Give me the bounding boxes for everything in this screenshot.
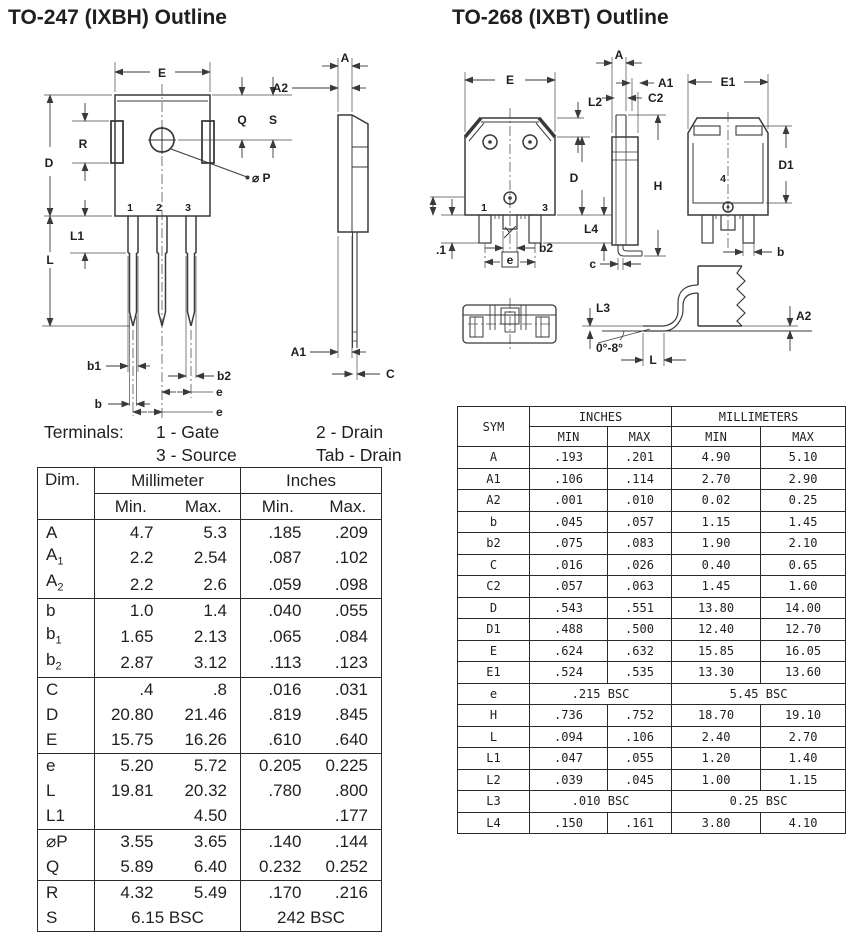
value-cell: .185 xyxy=(241,520,315,546)
value-cell: 4.7 xyxy=(95,520,167,546)
table-row xyxy=(458,447,846,469)
dim-symbol-cell: e xyxy=(38,753,95,779)
col-in-min: Min. xyxy=(241,494,315,520)
value-cell xyxy=(95,804,167,830)
dim-e-label: e xyxy=(216,385,223,399)
value-cell: 2.87 xyxy=(95,650,167,677)
value-cell: .524 xyxy=(530,662,608,684)
value-cell: 0.232 xyxy=(241,855,315,881)
value-cell: .123 xyxy=(334,653,369,673)
value-cell: .040 xyxy=(241,598,315,624)
value-cell: .057 xyxy=(530,576,608,598)
table-row xyxy=(458,511,846,533)
table-row xyxy=(458,791,846,813)
value-cell: .209 xyxy=(315,520,382,546)
value-cell: .150 xyxy=(530,812,608,834)
table-row xyxy=(38,703,382,728)
dim-symbol-cell: A xyxy=(458,447,530,469)
col-mm-min: MIN xyxy=(672,427,761,447)
value-cell: 13.80 xyxy=(672,597,761,619)
dim-b-label: b xyxy=(94,397,102,411)
value-cell: .047 xyxy=(530,748,608,770)
dim-symbol-cell: L2 xyxy=(458,769,530,791)
left-notch xyxy=(111,121,123,163)
dim-D1-label: D1 xyxy=(778,158,794,172)
value-cell: .045 xyxy=(608,769,672,791)
value-cell: 0.25 BSC xyxy=(672,791,846,813)
dim-symbol-cell: b xyxy=(458,511,530,533)
terminal-2: 2 - Drain xyxy=(316,422,384,442)
pin1-number: 1 xyxy=(481,202,487,214)
col-in-min: MIN xyxy=(530,427,608,447)
value-cell: .083 xyxy=(608,533,672,555)
value-cell: 3.12 xyxy=(193,653,228,673)
table-row xyxy=(458,468,846,490)
value-cell: 5.72 xyxy=(167,753,241,779)
terminals-legend xyxy=(44,421,402,467)
table-row xyxy=(458,726,846,748)
table-row xyxy=(458,748,846,770)
value-cell: .4 xyxy=(95,677,167,703)
dim-symbol-cell: E xyxy=(46,730,58,750)
terminal-1: 1 - Gate xyxy=(156,422,220,442)
dim-C2-label: C2 xyxy=(648,91,664,105)
value-cell: 2.2 xyxy=(95,545,167,571)
value-cell: .010 BSC xyxy=(530,791,672,813)
value-cell: 1.40 xyxy=(761,748,846,770)
value-cell: 2.10 xyxy=(761,533,846,555)
table-row xyxy=(38,624,382,650)
value-cell: 0.205 xyxy=(241,753,315,779)
dim-R-label: R xyxy=(78,137,88,151)
dim-symbol-cell: S xyxy=(46,908,58,928)
dim-L-label: L xyxy=(649,353,657,367)
value-cell: 3.65 xyxy=(167,829,241,855)
table-row xyxy=(38,677,382,703)
table-header-row xyxy=(38,468,382,494)
value-cell: .624 xyxy=(530,640,608,662)
value-cell: .087 xyxy=(241,545,315,571)
value-cell: .610 xyxy=(241,728,315,754)
value-cell: .016 xyxy=(241,677,315,703)
value-cell: .055 xyxy=(608,748,672,770)
value-cell: .010 xyxy=(608,490,672,512)
table-row xyxy=(458,705,846,727)
value-cell: .551 xyxy=(608,597,672,619)
value-cell: 3.80 xyxy=(672,812,761,834)
value-cell: 242 BSC xyxy=(241,906,382,932)
value-cell xyxy=(241,804,315,830)
value-cell: .543 xyxy=(530,597,608,619)
table-row xyxy=(458,490,846,512)
dim-L-label: L xyxy=(46,253,54,267)
dim-l1-label: .1 xyxy=(435,243,446,257)
col-mm-min: Min. xyxy=(95,494,167,520)
dim-symbol-cell: $b_2$ xyxy=(46,650,62,673)
table-header xyxy=(38,468,382,520)
dim-A2-label: A2 xyxy=(272,81,288,95)
dim-A1-label: A1 xyxy=(658,76,674,90)
value-cell: .752 xyxy=(608,705,672,727)
value-cell: .001 xyxy=(530,490,608,512)
value-cell: 6.40 xyxy=(193,857,228,877)
value-cell: .106 xyxy=(608,726,672,748)
to247-side-view xyxy=(338,115,368,348)
value-cell: .845 xyxy=(334,705,369,725)
value-cell: 1.90 xyxy=(672,533,761,555)
table-row xyxy=(38,906,382,932)
value-cell: 2.70 xyxy=(761,726,846,748)
dim-symbol-cell: R xyxy=(38,880,95,906)
value-cell: .063 xyxy=(608,576,672,598)
value-cell: 15.75 xyxy=(95,728,167,754)
dim-b1-label: b1 xyxy=(86,359,101,373)
value-cell: 5.3 xyxy=(167,520,241,546)
table-row xyxy=(458,812,846,834)
value-cell: .057 xyxy=(608,511,672,533)
dim-symbol-cell: D xyxy=(46,705,59,725)
terminals-label: Terminals: xyxy=(44,422,124,442)
terminal-3: 3 - Source xyxy=(156,445,237,465)
table-row xyxy=(458,554,846,576)
dim-b-label: b xyxy=(777,245,785,259)
dim-symbol-cell: L xyxy=(46,781,56,801)
value-cell: 16.05 xyxy=(761,640,846,662)
value-cell: .535 xyxy=(608,662,672,684)
value-cell: 13.60 xyxy=(761,662,846,684)
table-row xyxy=(38,753,382,779)
dim-L4-label: L4 xyxy=(583,222,598,236)
dim-symbol-cell: b2 xyxy=(458,533,530,555)
dim-e-label: e xyxy=(506,253,514,267)
col-in-max: Max. xyxy=(315,494,382,520)
to247-front-view xyxy=(111,95,250,216)
col-inches: INCHES xyxy=(530,407,672,427)
dim-A1-label: A1 xyxy=(290,345,306,359)
value-cell: 1.45 xyxy=(761,511,846,533)
table-row xyxy=(38,598,382,624)
to247-title: TO-247 (IXBH) Outline xyxy=(8,6,227,29)
table-row xyxy=(458,576,846,598)
right-notch xyxy=(202,121,214,163)
value-cell: 4.90 xyxy=(672,447,761,469)
value-cell: 19.81 xyxy=(95,779,167,804)
dim-symbol-cell: A1 xyxy=(458,468,530,490)
value-cell: 5.20 xyxy=(95,753,167,779)
value-cell: .201 xyxy=(608,447,672,469)
col-in-max: MAX xyxy=(608,427,672,447)
value-cell: 2.6 xyxy=(203,574,228,594)
value-cell: 2.13 xyxy=(193,626,228,646)
to247-dimension-table xyxy=(37,467,382,932)
value-cell: 2.2 xyxy=(95,571,167,598)
dim-S-label: S xyxy=(268,113,278,127)
value-cell: 21.46 xyxy=(184,705,228,725)
dim-H-label: H xyxy=(653,179,663,193)
dim-symbol-cell: $A_1$ xyxy=(46,545,64,568)
table-body xyxy=(38,520,382,932)
dim-D-label: D xyxy=(569,171,579,185)
value-cell: .500 xyxy=(608,619,672,641)
pin3-number: 3 xyxy=(185,202,191,214)
value-cell: .113 xyxy=(241,650,315,677)
value-cell: 0.225 xyxy=(315,753,382,779)
table-header-row xyxy=(458,407,846,427)
value-cell: .780 xyxy=(241,779,315,804)
value-cell: 0.252 xyxy=(325,857,369,877)
value-cell: 20.32 xyxy=(184,781,228,801)
value-cell: 1.0 xyxy=(95,598,167,624)
to268-title: TO-268 (IXBT) Outline xyxy=(452,6,669,29)
dim-b2-label: b2 xyxy=(217,369,232,383)
pin3-number: 3 xyxy=(542,202,548,214)
value-cell: 12.40 xyxy=(672,619,761,641)
dim-Q-label: Q xyxy=(237,113,247,127)
table-row xyxy=(38,779,382,804)
value-cell: 5.45 BSC xyxy=(672,683,846,705)
value-cell: .215 BSC xyxy=(530,683,672,705)
value-cell: .640 xyxy=(334,730,369,750)
pin4-number: 4 xyxy=(720,173,726,185)
dim-L2-label: L2 xyxy=(588,95,603,109)
value-cell: .736 xyxy=(530,705,608,727)
dim-symbol-cell: L xyxy=(458,726,530,748)
dim-symbol-cell: H xyxy=(458,705,530,727)
value-cell: .016 xyxy=(530,554,608,576)
value-cell: .026 xyxy=(608,554,672,576)
dim-symbol-cell: A2 xyxy=(458,490,530,512)
to268-dimension-table xyxy=(457,406,846,834)
dim-A2-label: A2 xyxy=(796,309,812,323)
value-cell: 12.70 xyxy=(761,619,846,641)
dim-symbol-cell: A xyxy=(38,520,95,546)
value-cell: .216 xyxy=(315,880,382,906)
dim-A-label: A xyxy=(340,51,350,65)
value-cell: 4.50 xyxy=(193,806,228,826)
value-cell: 1.15 xyxy=(761,769,846,791)
col-sym: SYM xyxy=(458,407,530,447)
table-row xyxy=(38,855,382,881)
value-cell: 15.85 xyxy=(672,640,761,662)
pin1-number: 1 xyxy=(127,202,133,214)
value-cell: .094 xyxy=(530,726,608,748)
value-cell: 3.55 xyxy=(95,829,167,855)
value-cell: 0.65 xyxy=(761,554,846,576)
value-cell: .045 xyxy=(530,511,608,533)
dim-b2-label: b2 xyxy=(539,241,554,255)
value-cell: .031 xyxy=(315,677,382,703)
table-row xyxy=(458,619,846,641)
terminal-tab: Tab - Drain xyxy=(316,445,402,465)
dim-P-label: ⌀ P xyxy=(252,171,271,185)
value-cell: .065 xyxy=(241,624,315,650)
dim-symbol-cell: $A_2$ xyxy=(46,571,64,594)
value-cell: .8 xyxy=(167,677,241,703)
dim-C-label: C xyxy=(386,367,395,381)
table-row xyxy=(38,571,382,598)
dim-symbol-cell: L1 xyxy=(46,806,65,826)
value-cell: 16.26 xyxy=(184,730,228,750)
value-cell: 4.10 xyxy=(761,812,846,834)
to247-outline-drawing xyxy=(0,40,425,422)
table-row xyxy=(458,662,846,684)
table-row xyxy=(458,597,846,619)
value-cell: .488 xyxy=(530,619,608,641)
dim-L3-label: L3 xyxy=(596,301,611,315)
value-cell: 2.70 xyxy=(672,468,761,490)
value-cell: 0.02 xyxy=(672,490,761,512)
dim-symbol-cell: E1 xyxy=(458,662,530,684)
value-cell: 1.15 xyxy=(672,511,761,533)
dim-symbol-cell: E xyxy=(458,640,530,662)
dim-symbol-cell: e xyxy=(458,683,530,705)
dim-D-label: D xyxy=(44,156,54,170)
col-inches: Inches xyxy=(241,468,382,494)
value-cell: 1.60 xyxy=(761,576,846,598)
value-cell: 14.00 xyxy=(761,597,846,619)
pin2-number: 2 xyxy=(156,202,162,214)
value-cell: .084 xyxy=(334,626,369,646)
value-cell: 1.20 xyxy=(672,748,761,770)
table-row xyxy=(38,520,382,546)
value-cell: .114 xyxy=(608,468,672,490)
value-cell: 1.65 xyxy=(95,624,167,650)
dim-symbol-cell: D xyxy=(458,597,530,619)
to268-bend-detail xyxy=(598,266,812,343)
dim-E-label: E xyxy=(505,73,515,87)
dim-symbol-cell: b xyxy=(38,598,95,624)
col-dim: Dim. xyxy=(38,468,95,520)
dim-L1-label: L1 xyxy=(69,229,85,243)
value-cell: 6.15 BSC xyxy=(95,906,241,932)
dim-A-label: A xyxy=(614,48,624,62)
value-cell: .075 xyxy=(530,533,608,555)
table-row xyxy=(458,533,846,555)
col-mm-max: MAX xyxy=(761,427,846,447)
dim-c-label: c xyxy=(589,257,596,271)
bend-angle-label: 0°-8° xyxy=(596,341,623,355)
value-cell: 20.80 xyxy=(95,703,167,728)
value-cell: .819 xyxy=(241,703,315,728)
table-row xyxy=(458,769,846,791)
value-cell: 2.90 xyxy=(761,468,846,490)
value-cell: .098 xyxy=(334,574,369,594)
value-cell: .800 xyxy=(334,781,369,801)
value-cell: 0.40 xyxy=(672,554,761,576)
table-row xyxy=(38,650,382,677)
value-cell: .102 xyxy=(334,548,369,568)
value-cell: 2.54 xyxy=(193,548,228,568)
value-cell: .193 xyxy=(530,447,608,469)
dim-symbol-cell: C2 xyxy=(458,576,530,598)
dim-symbol-cell: Q xyxy=(46,857,60,877)
table-row xyxy=(38,728,382,754)
col-millimeter: Millimeter xyxy=(95,468,241,494)
dim-symbol-cell: ⌀P xyxy=(38,829,95,855)
value-cell: .161 xyxy=(608,812,672,834)
value-cell: .170 xyxy=(241,880,315,906)
to268-outline-drawing xyxy=(425,28,850,408)
value-cell: 0.25 xyxy=(761,490,846,512)
dim-symbol-cell: D1 xyxy=(458,619,530,641)
value-cell: 13.30 xyxy=(672,662,761,684)
value-cell: 1.45 xyxy=(672,576,761,598)
dim-symbol-cell: $b_1$ xyxy=(46,623,62,647)
value-cell: 4.32 xyxy=(95,880,167,906)
table-row xyxy=(458,640,846,662)
dim-symbol-cell: L3 xyxy=(458,791,530,813)
col-mm-max: Max. xyxy=(167,494,241,520)
value-cell: .632 xyxy=(608,640,672,662)
dim-E-label: E xyxy=(157,66,167,80)
value-cell: 18.70 xyxy=(672,705,761,727)
value-cell: .106 xyxy=(530,468,608,490)
value-cell: .144 xyxy=(315,829,382,855)
value-cell: 5.89 xyxy=(95,855,167,881)
dim-symbol-cell: L4 xyxy=(458,812,530,834)
value-cell: .059 xyxy=(241,571,315,598)
value-cell: 19.10 xyxy=(761,705,846,727)
value-cell: 5.10 xyxy=(761,447,846,469)
value-cell: 2.40 xyxy=(672,726,761,748)
dim-symbol-cell: C xyxy=(38,677,95,703)
table-row xyxy=(458,683,846,705)
dim-symbol-cell: L1 xyxy=(458,748,530,770)
value-cell: .177 xyxy=(334,806,369,826)
value-cell: 5.49 xyxy=(167,880,241,906)
table-row xyxy=(38,880,382,906)
table-row xyxy=(38,829,382,855)
value-cell: .055 xyxy=(315,598,382,624)
value-cell: .039 xyxy=(530,769,608,791)
dim-symbol-cell: C xyxy=(458,554,530,576)
table-body xyxy=(458,447,846,834)
table-header xyxy=(458,407,846,447)
to268-side-view xyxy=(612,115,642,256)
dim-E1-label: E1 xyxy=(720,75,736,89)
value-cell: .140 xyxy=(241,829,315,855)
col-millimeters: MILLIMETERS xyxy=(672,407,846,427)
table-row xyxy=(38,804,382,830)
value-cell: 1.00 xyxy=(672,769,761,791)
dim-e-label: e xyxy=(216,405,223,419)
value-cell: 1.4 xyxy=(167,598,241,624)
table-row xyxy=(38,545,382,571)
